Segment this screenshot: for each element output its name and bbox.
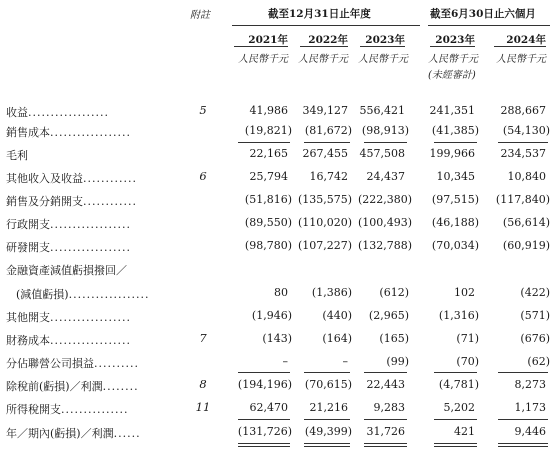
row-value-3: (4,781) bbox=[438, 378, 479, 391]
row-note-ref: 6 bbox=[199, 169, 207, 183]
pretax-rule-4 bbox=[498, 372, 548, 373]
row-value-2: 24,437 bbox=[366, 170, 405, 183]
row-leader-dots: .................. bbox=[50, 334, 131, 347]
row-value-4: 8,273 bbox=[514, 378, 546, 391]
row-value-4: (56,614) bbox=[502, 216, 550, 229]
row-leader-dots: .................. bbox=[50, 311, 131, 324]
row-value-4: (571) bbox=[520, 309, 550, 322]
row-label bbox=[6, 170, 137, 186]
row-value-4: 10,840 bbox=[507, 170, 546, 183]
row-value-4: 1,173 bbox=[514, 401, 546, 414]
row-leader-dots: .................. bbox=[50, 126, 131, 139]
total-rule-top-2 bbox=[364, 443, 407, 444]
row-label bbox=[6, 425, 141, 441]
row-label-text: 除稅前(虧損)／利潤 bbox=[6, 380, 103, 393]
row-value-4: 234,537 bbox=[500, 147, 546, 160]
year-header-4: 2024年 bbox=[506, 34, 546, 46]
row-value-2: 457,508 bbox=[359, 147, 405, 160]
row-value-2: 9,283 bbox=[373, 401, 405, 414]
row-label-text: (減值虧損) bbox=[16, 288, 69, 301]
row-value-4: (62) bbox=[527, 355, 550, 368]
row-value-2: (132,788) bbox=[358, 239, 413, 252]
row-value-1: (49,399) bbox=[304, 425, 352, 438]
year-header-1: 2022年 bbox=[308, 34, 348, 46]
row-value-3: 5,202 bbox=[443, 401, 475, 414]
row-value-2: (100,493) bbox=[358, 216, 413, 229]
row-value-3: (97,515) bbox=[431, 193, 479, 206]
row-label bbox=[6, 262, 127, 278]
row-label bbox=[6, 193, 137, 209]
pretax-rule-2 bbox=[364, 372, 407, 373]
row-value-2: 556,421 bbox=[359, 104, 405, 117]
row-value-1: 21,216 bbox=[309, 401, 348, 414]
row-value-0: (19,821) bbox=[244, 124, 292, 137]
row-note-ref: 5 bbox=[199, 103, 207, 117]
row-value-3: (71) bbox=[456, 332, 479, 345]
row-label-text: 其他開支 bbox=[6, 311, 50, 324]
group1-rule bbox=[232, 25, 420, 26]
total-rule-top-4 bbox=[498, 443, 548, 444]
unit-header-3: 人民幣千元 bbox=[428, 54, 478, 65]
row-leader-dots: .................. bbox=[50, 218, 131, 231]
row-value-1: (107,227) bbox=[298, 239, 353, 252]
row-value-1: (440) bbox=[322, 309, 352, 322]
row-value-0: 41,986 bbox=[249, 104, 288, 117]
row-value-1: 267,455 bbox=[302, 147, 348, 160]
tax-rule-3 bbox=[434, 419, 477, 420]
row-value-1: (70,615) bbox=[304, 378, 352, 391]
row-label-text: 毛利 bbox=[6, 149, 28, 162]
row-value-0: 25,794 bbox=[249, 170, 288, 183]
row-leader-dots: ...... bbox=[113, 427, 141, 440]
row-value-3: 102 bbox=[454, 286, 475, 299]
row-value-0: (51,816) bbox=[244, 193, 292, 206]
row-label bbox=[6, 216, 131, 232]
row-leader-dots: ........ bbox=[102, 380, 139, 393]
row-value-1: 16,742 bbox=[309, 170, 348, 183]
group2-rule bbox=[428, 25, 550, 26]
year-rule-4 bbox=[494, 46, 546, 47]
row-note-ref: 11 bbox=[195, 400, 211, 414]
row-value-1: (81,672) bbox=[304, 124, 352, 137]
total-rule-top-1 bbox=[304, 443, 350, 444]
row-value-2: 31,726 bbox=[366, 425, 405, 438]
row-value-0: 22,165 bbox=[249, 147, 288, 160]
row-value-2: 22,443 bbox=[366, 378, 405, 391]
row-value-4: (676) bbox=[520, 332, 550, 345]
row-value-1: (164) bbox=[322, 332, 352, 345]
row-label bbox=[6, 239, 131, 255]
row-value-0: (194,196) bbox=[237, 378, 292, 391]
row-value-4: (422) bbox=[520, 286, 550, 299]
row-label bbox=[6, 124, 131, 140]
row-value-3: (70) bbox=[456, 355, 479, 368]
row-label-text: 金融資產減值虧損撥回／ bbox=[6, 264, 127, 277]
row-value-3: (1,316) bbox=[438, 309, 479, 322]
tax-rule-0 bbox=[238, 419, 290, 420]
unaudited-note: (未經審計) bbox=[428, 70, 476, 81]
row-value-1: (110,020) bbox=[298, 216, 353, 229]
row-value-3: 10,345 bbox=[436, 170, 475, 183]
unit-header-2: 人民幣千元 bbox=[358, 54, 408, 65]
row-value-2: (99) bbox=[386, 355, 409, 368]
row-value-1: – bbox=[342, 355, 348, 368]
row-label-text: 財務成本 bbox=[6, 334, 50, 347]
tax-rule-4 bbox=[498, 419, 548, 420]
total-rule-bottom-0 bbox=[238, 446, 290, 447]
row-value-1: 349,127 bbox=[302, 104, 348, 117]
row-value-2: (612) bbox=[379, 286, 409, 299]
row-value-2: (222,380) bbox=[358, 193, 413, 206]
row-leader-dots: ............ bbox=[83, 172, 137, 185]
row-label bbox=[16, 286, 150, 302]
row-note-ref: 8 bbox=[199, 377, 207, 391]
year-group-header: 截至12月31日止年度 bbox=[268, 8, 371, 20]
row-value-4: 288,667 bbox=[500, 104, 546, 117]
row-value-0: (1,946) bbox=[251, 309, 292, 322]
row-value-0: 62,470 bbox=[249, 401, 288, 414]
subtotal-rule-2 bbox=[364, 142, 407, 143]
row-label bbox=[6, 378, 139, 394]
subtotal-rule-3 bbox=[434, 142, 477, 143]
row-value-3: 199,966 bbox=[429, 147, 475, 160]
row-value-3: 241,351 bbox=[429, 104, 475, 117]
pretax-rule-0 bbox=[238, 372, 290, 373]
row-label bbox=[6, 332, 131, 348]
row-label bbox=[6, 401, 128, 417]
row-label-text: 收益 bbox=[6, 106, 28, 119]
row-label-text: 研發開支 bbox=[6, 241, 50, 254]
year-header-2: 2023年 bbox=[365, 34, 405, 46]
year-rule-2 bbox=[360, 46, 405, 47]
row-label-text: 其他收入及收益 bbox=[6, 172, 83, 185]
row-label-text: 年／期內(虧損)／利潤 bbox=[6, 427, 114, 440]
total-rule-bottom-1 bbox=[304, 446, 350, 447]
row-value-1: (135,575) bbox=[298, 193, 353, 206]
row-note-ref: 7 bbox=[199, 331, 207, 345]
row-label-text: 分佔聯營公司損益 bbox=[6, 357, 94, 370]
row-value-3: (70,034) bbox=[431, 239, 479, 252]
subtotal-rule-4 bbox=[498, 142, 548, 143]
total-rule-top-0 bbox=[238, 443, 290, 444]
year-rule-1 bbox=[300, 46, 348, 47]
total-rule-bottom-3 bbox=[434, 446, 477, 447]
row-value-0: (89,550) bbox=[244, 216, 292, 229]
row-leader-dots: ............... bbox=[61, 403, 129, 416]
row-value-4: (60,919) bbox=[502, 239, 550, 252]
row-leader-dots: .......... bbox=[94, 357, 139, 370]
pretax-rule-3 bbox=[434, 372, 477, 373]
row-label-text: 所得稅開支 bbox=[6, 403, 61, 416]
tax-rule-1 bbox=[304, 419, 350, 420]
row-leader-dots: .................. bbox=[68, 288, 150, 301]
row-value-4: (117,840) bbox=[495, 193, 550, 206]
tax-rule-2 bbox=[364, 419, 407, 420]
row-value-0: (143) bbox=[262, 332, 292, 345]
unit-header-1: 人民幣千元 bbox=[298, 54, 348, 65]
subtotal-rule-1 bbox=[304, 142, 350, 143]
row-value-4: 9,446 bbox=[514, 425, 546, 438]
total-rule-top-3 bbox=[434, 443, 477, 444]
subtotal-rule-0 bbox=[238, 142, 290, 143]
row-label bbox=[6, 355, 139, 371]
row-label-text: 行政開支 bbox=[6, 218, 50, 231]
row-value-1: (1,386) bbox=[311, 286, 352, 299]
year-rule-3 bbox=[430, 46, 475, 47]
row-label-text: 銷售及分銷開支 bbox=[6, 195, 83, 208]
total-rule-bottom-4 bbox=[498, 446, 548, 447]
row-leader-dots: ............ bbox=[83, 195, 137, 208]
row-value-2: (98,913) bbox=[361, 124, 409, 137]
year-rule-0 bbox=[234, 46, 288, 47]
row-value-3: (41,385) bbox=[431, 124, 479, 137]
row-value-0: – bbox=[282, 355, 288, 368]
row-label-text: 銷售成本 bbox=[6, 126, 50, 139]
total-rule-bottom-2 bbox=[364, 446, 407, 447]
row-label bbox=[6, 147, 28, 163]
half-year-group-header: 截至6月30日止六個月 bbox=[430, 8, 536, 20]
row-value-0: (98,780) bbox=[244, 239, 292, 252]
pretax-rule-1 bbox=[304, 372, 350, 373]
unit-header-0: 人民幣千元 bbox=[238, 54, 288, 65]
row-value-4: (54,130) bbox=[502, 124, 550, 137]
year-header-0: 2021年 bbox=[248, 34, 288, 46]
row-value-2: (2,965) bbox=[368, 309, 409, 322]
row-value-2: (165) bbox=[379, 332, 409, 345]
row-value-0: (131,726) bbox=[237, 425, 292, 438]
row-leader-dots: .................. bbox=[28, 106, 109, 119]
year-header-3: 2023年 bbox=[435, 34, 475, 46]
row-value-3: (46,188) bbox=[431, 216, 479, 229]
unit-header-4: 人民幣千元 bbox=[496, 54, 546, 65]
row-label bbox=[6, 309, 131, 325]
row-label bbox=[6, 104, 109, 120]
row-leader-dots: .................. bbox=[50, 241, 131, 254]
note-column-header: 附註 bbox=[190, 10, 210, 21]
row-value-3: 421 bbox=[454, 425, 475, 438]
row-value-0: 80 bbox=[274, 286, 288, 299]
